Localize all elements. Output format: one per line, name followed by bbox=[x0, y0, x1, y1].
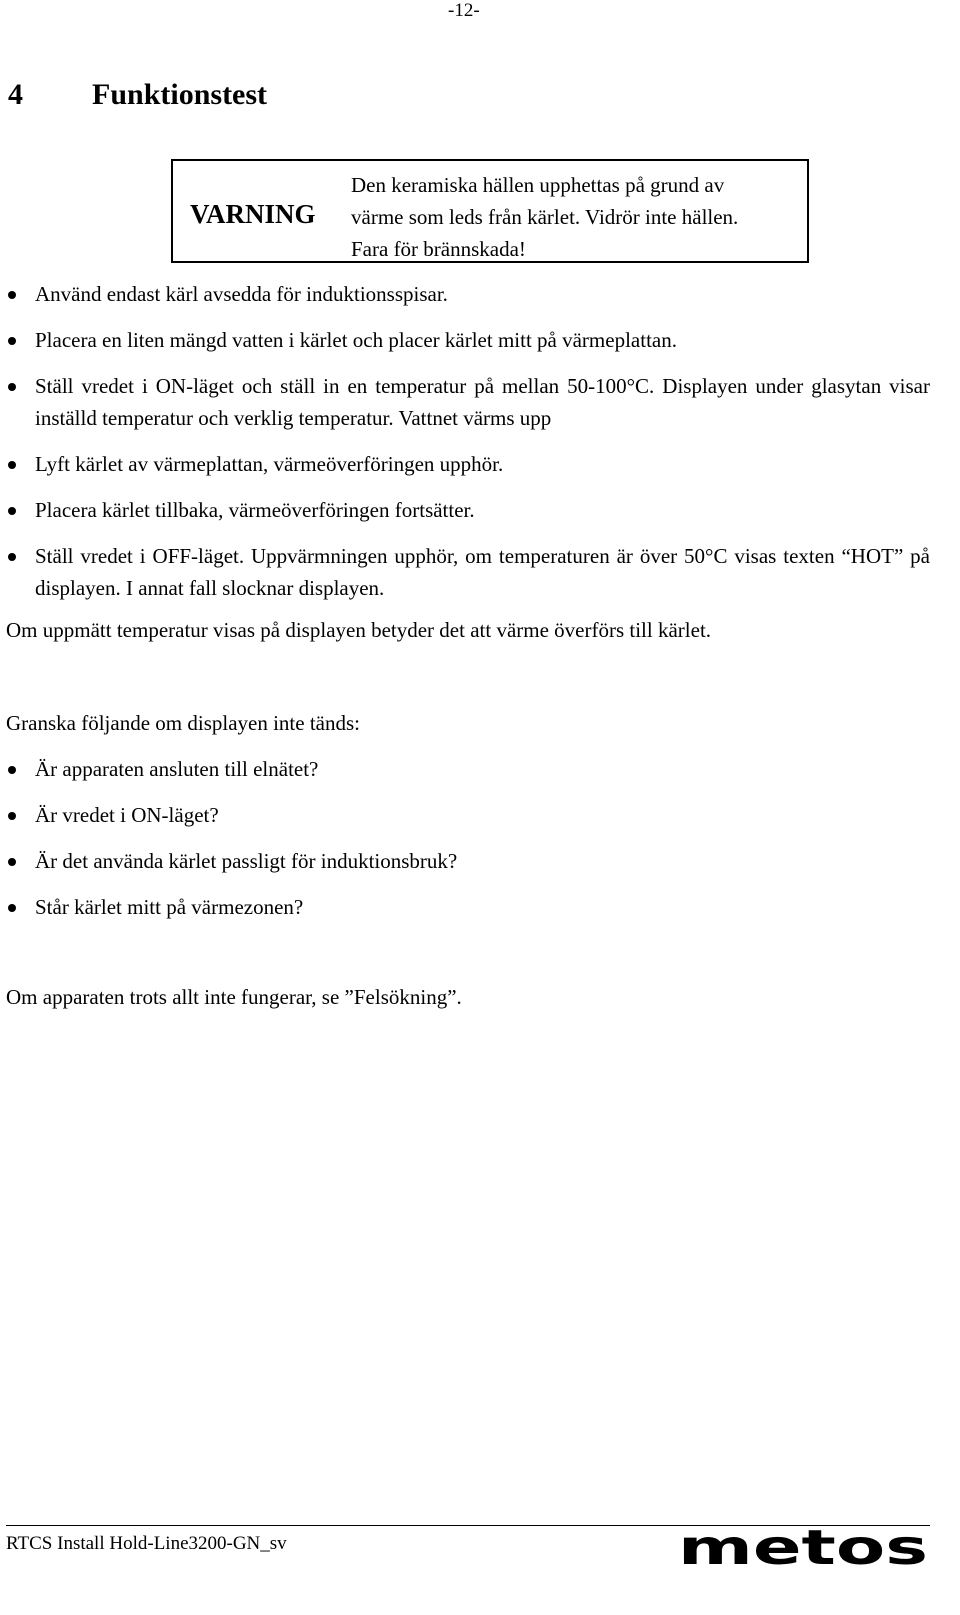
bullet-icon bbox=[8, 904, 16, 912]
steps-section bbox=[0, 278, 930, 646]
section-heading bbox=[8, 78, 267, 112]
warning-line: Fara för brännskada! bbox=[351, 237, 526, 261]
warning-line: värme som leds från kärlet. Vidrör inte hällen. bbox=[351, 205, 739, 229]
section-number: 4 bbox=[8, 78, 23, 111]
bullet-icon bbox=[8, 812, 16, 820]
note-paragraph: Om uppmätt temperatur visas på displayen betyder det att värme överförs till kärlet. bbox=[6, 618, 712, 642]
steps-list bbox=[0, 278, 930, 604]
warning-line: Den keramiska hällen upphettas på grund av bbox=[351, 173, 725, 197]
bullet-icon bbox=[8, 553, 16, 561]
list-item: Står kärlet mitt på värmezonen? bbox=[0, 891, 930, 923]
list-item: Placera kärlet tillbaka, värmeöverföringen fortsätter. bbox=[0, 494, 930, 526]
warning-text bbox=[351, 169, 738, 265]
footer-doc-id: RTCS Install Hold-Line3200-GN_sv bbox=[6, 1533, 287, 1554]
fallback-paragraph: Om apparaten trots allt inte fungerar, se ”Felsökning”. bbox=[6, 985, 462, 1009]
bullet-icon bbox=[8, 291, 16, 299]
list-item: Är vredet i ON-läget? bbox=[0, 799, 930, 831]
bullet-icon bbox=[8, 461, 16, 469]
bullet-icon bbox=[8, 766, 16, 774]
warning-box bbox=[171, 159, 809, 263]
bullet-icon bbox=[8, 507, 16, 515]
bullet-icon bbox=[8, 337, 16, 345]
list-item: Är apparaten ansluten till elnätet? bbox=[0, 753, 930, 785]
checks-section bbox=[0, 707, 930, 937]
footer-divider bbox=[6, 1525, 930, 1526]
list-item: Är det använda kärlet passligt för induktionsbruk? bbox=[0, 845, 930, 877]
list-item: Lyft kärlet av värmeplattan, värmeöverföringen upphör. bbox=[0, 448, 930, 480]
check-intro: Granska följande om displayen inte tänds: bbox=[6, 711, 360, 735]
list-item: Ställ vredet i ON-läget och ställ in en temperatur på mellan 50-100°C. Displayen under glasytan visar inställd temperatur och verklig temperatur. Vattnet värms upp bbox=[0, 370, 930, 434]
bullet-icon bbox=[8, 383, 16, 391]
checks-list bbox=[0, 753, 930, 923]
list-item: Använd endast kärl avsedda för induktionsspisar. bbox=[0, 278, 930, 310]
list-item: Ställ vredet i OFF-läget. Uppvärmningen upphör, om temperaturen är över 50°C visas texten “HOT” på displayen. I annat fall slocknar displayen. bbox=[0, 540, 930, 604]
warning-label: VARNING bbox=[190, 199, 316, 229]
fallback-section bbox=[0, 981, 930, 1013]
bullet-icon bbox=[8, 858, 16, 866]
page-number: -12- bbox=[448, 0, 480, 21]
section-title: Funktionstest bbox=[92, 78, 268, 111]
metos-logo-text: metos bbox=[678, 1528, 928, 1568]
list-item: Placera en liten mängd vatten i kärlet och placer kärlet mitt på värmeplattan. bbox=[0, 324, 930, 356]
metos-logo bbox=[676, 1528, 930, 1568]
